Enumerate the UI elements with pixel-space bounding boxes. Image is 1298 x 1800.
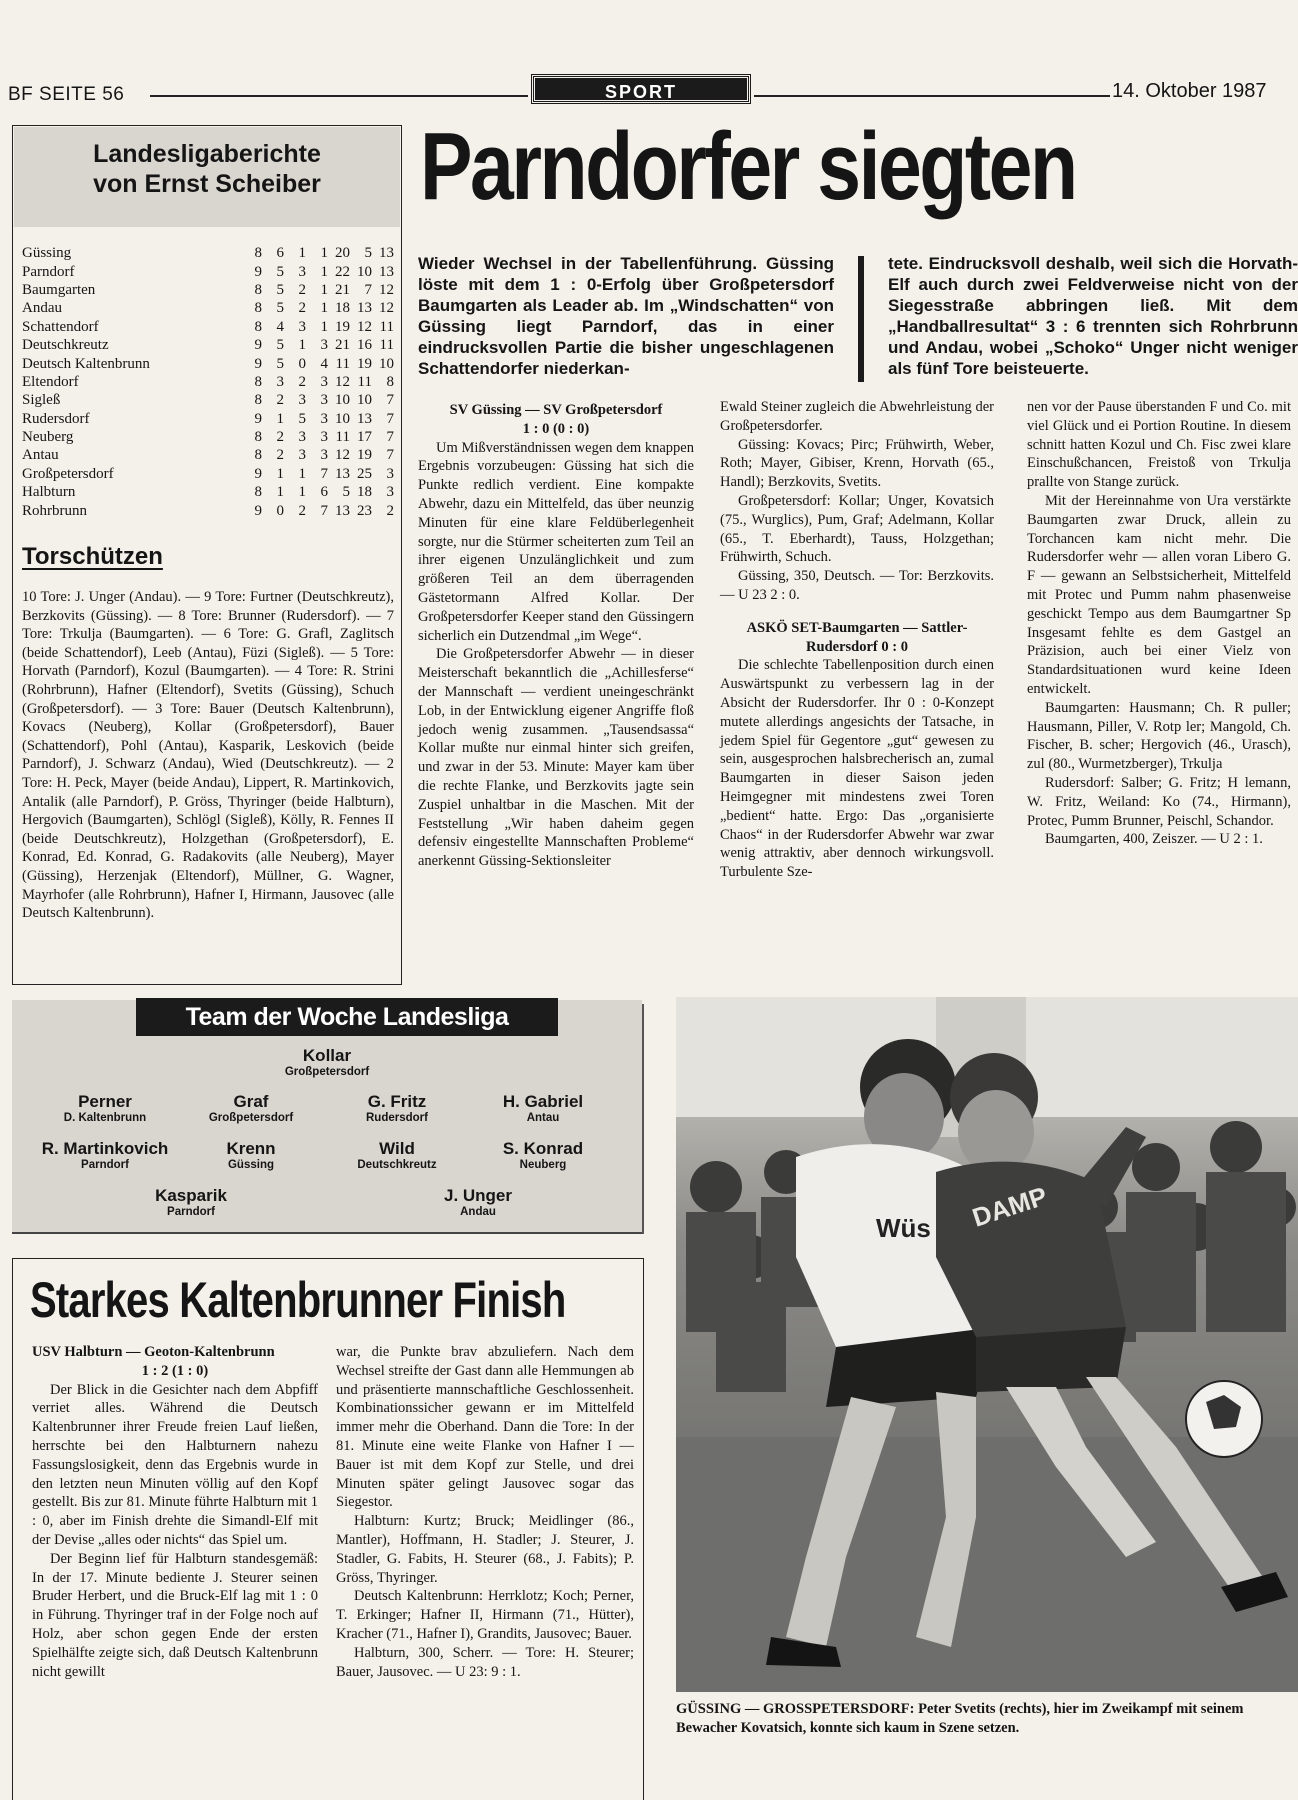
game1-paragraph-3: Ewald Steiner zugleich die Abwehrleistung der Großpetersdorfer. <box>720 399 994 434</box>
team-name: Eltendorf <box>22 373 79 390</box>
second-paragraph-3: war, die Punkte brav abzuliefern. Nach dem Wechsel streifte der Gast dann alle Hemmungen ab und präsentierte mannschaftliche Geschlossenheit. Kombinationssicher gewann er im Mittelfeld immer mehr die Oberhand. Dann die Tore: In der 81. Minute eine weite Flanke von Hafner I — Bauer ist mit dem Kopf zur Stelle, und drei Minuten später gelingt Jausovec sogar das Siegestor. <box>336 1344 634 1511</box>
team-week-player <box>383 1186 573 1219</box>
standings-value: 1 <box>320 245 328 262</box>
standings-row <box>22 262 394 280</box>
standings-value: 3 <box>298 263 306 280</box>
standings-value: 18 <box>335 300 350 317</box>
standings-row <box>22 373 394 391</box>
match-photo <box>676 997 1298 1692</box>
standings-value: 3 <box>386 484 394 501</box>
issue-date: 14. Oktober 1987 <box>1112 80 1267 102</box>
player-name: R. Martinkovich <box>41 1139 169 1158</box>
standings-value: 8 <box>254 447 262 464</box>
standings-value: 1 <box>298 337 306 354</box>
second-paragraph-1: Der Blick in die Gesichter nach dem Abpfiff verriet alles. Während die Deutsch Kaltenbrunner ihrer Freude freien Lauf ließen, herrschte bei den Halbturnern nahezu Fassungslosigkeit, denn das Ergebnis wurde in den letzten neun Minuten völlig auf den Kopf gestellt. Bis zur 81. Minute führte Halbturn mit 1 : 0, aber im Finish drehte die Simandl-Elf mit der Devise „alles oder nichts“ das Spiel um. <box>32 1381 318 1548</box>
standings-value: 2 <box>276 447 284 464</box>
standings-value: 3 <box>320 373 328 390</box>
team-name: Deutschkreutz <box>22 337 109 354</box>
standings-value: 20 <box>335 245 350 262</box>
standings-value: 8 <box>254 373 262 390</box>
standings-value: 9 <box>254 502 262 519</box>
game1-paragraph-2: Die Großpetersdorfer Abwehr — in dieser Meisterschaft bekanntlich die „Achillesferse“ der Mannschaft — verdient uneingeschränkt Lob, in der Entwicklung eigener Angriffe floß jedoch wenig zusammen. „Tausendsassa“ Kollar mußte nur einmal hinter sich greifen, und zwar in der 53. Minute: Mayer kam über die rechte Flanke, und Berzkovits jagte sein Zuspiel unhaltbar in die Maschen. Mit der Feststellung „Wir haben daheim gegen defensiv eingestellte Mannschaften Probleme“ anerkennt Güssing-Sektionsleiter <box>418 646 694 870</box>
standings-value: 3 <box>298 318 306 335</box>
standings-row <box>22 318 394 336</box>
standings-row <box>22 446 394 464</box>
standings-value: 7 <box>386 410 394 427</box>
photo-caption: GÜSSING — GROSSPETERSDORF: Peter Svetits (rechts), hier im Zweikampf mit seinem Bewacher Kovatsich, konnte sich kaum in Szene setzen. <box>676 1701 1244 1736</box>
team-name: Parndorf <box>22 263 75 280</box>
standings-value: 8 <box>254 245 262 262</box>
standings-value: 6 <box>276 245 284 262</box>
standings-value: 21 <box>335 281 350 298</box>
standings-value: 16 <box>357 337 372 354</box>
standings-value: 12 <box>357 318 372 335</box>
standings-value: 12 <box>335 447 350 464</box>
game1-score: 1 : 0 (0 : 0) <box>522 420 590 437</box>
standings-value: 19 <box>357 355 372 372</box>
standings-value: 9 <box>254 410 262 427</box>
jersey-text-right: DAMP <box>968 1180 1051 1233</box>
standings-value: 17 <box>357 429 372 446</box>
standings-value: 2 <box>276 429 284 446</box>
league-report-title <box>14 127 400 227</box>
standings-value: 3 <box>298 429 306 446</box>
standings-row <box>22 501 394 519</box>
player-name: Wild <box>379 1139 415 1158</box>
game1-lineup-home: Güssing: Kovacs; Pirc; Frühwirth, Weber, Roth; Mayer, Gibiser, Krenn, Horvath (65., Handl); Berzkovits, Svetits. <box>720 436 994 491</box>
standings-value: 7 <box>386 392 394 409</box>
lead-divider <box>858 256 864 382</box>
team-name: Baumgarten <box>22 281 96 298</box>
standings-row <box>22 410 394 428</box>
header-rule-right <box>754 95 1110 97</box>
standings-value: 1 <box>320 318 328 335</box>
player-club: Großpetersdorf <box>284 1066 370 1078</box>
team-week-player <box>448 1092 638 1125</box>
player-club: Parndorf <box>167 1206 215 1218</box>
team-name: Antau <box>22 447 59 464</box>
standings-row <box>22 354 394 372</box>
jersey-text-left: Wüs <box>876 1213 931 1243</box>
standings-value: 18 <box>357 484 372 501</box>
standings-value: 9 <box>254 263 262 280</box>
standings-value: 5 <box>276 300 284 317</box>
standings-row <box>22 428 394 446</box>
game2-paragraph-3: Mit der Hereinnahme von Ura verstärkte Baumgarten zwar Druck, allein zu Torchancen kam nicht mehr. Die Rudersdorfer wehr — allen voran Libero G. F — gewann an Selbstsicherheit, Mittelfeld mit Protec und Pumm nahm phasenweise geschickt Tempo aus dem Baumgartner Sp Insgesamt fehlte es dem Gastgel an Präzision, auch bei einer Vielz von Standardsituationen wurd keine Ideen entwickelt. <box>1027 492 1291 697</box>
standings-value: 2 <box>298 502 306 519</box>
standings-value: 7 <box>364 281 372 298</box>
standings-value: 19 <box>335 318 350 335</box>
main-headline: Parndorfer siegten <box>420 113 1076 220</box>
standings-row <box>22 391 394 409</box>
standings-value: 6 <box>320 484 328 501</box>
second-column-2 <box>336 1343 634 1681</box>
standings-value: 1 <box>320 263 328 280</box>
team-name: Halbturn <box>22 484 76 501</box>
standings-value: 8 <box>254 392 262 409</box>
game2-lineup-away: Rudersdorf: Salber; G. Fritz; H lemann, W. Fritz, Weiland: Ko (74., Hirmann), Protec, Pumm Brunner, Peischl, Schandor. <box>1027 774 1291 829</box>
second-lineup-away: Deutsch Kaltenbrunn: Herrklotz; Koch; Perner, T. Erkinger; Hafner II, Hirmann (71., Hütter), Kracher (71., Hafner I), Grandits, Jausovec; Bauer. <box>336 1588 634 1642</box>
standings-row <box>22 281 394 299</box>
second-column-1 <box>32 1343 318 1681</box>
team-name: Andau <box>22 300 62 317</box>
standings-value: 5 <box>364 245 372 262</box>
standings-value: 8 <box>254 318 262 335</box>
game1-title: SV Güssing — SV Großpetersdorf <box>449 402 663 418</box>
standings-value: 13 <box>379 263 394 280</box>
second-lineup-home: Halbturn: Kurtz; Bruck; Meidlinger (86., Mantler), Hoffmann, H. Stadler; J. Steurer, J. Stadler, G. Fabits, H. Steurer (68., J. Fabits); P. Gröss, Thyringer. <box>336 1513 634 1586</box>
standings-value: 2 <box>298 300 306 317</box>
standings-value: 3 <box>386 465 394 482</box>
header-rule-left <box>150 95 528 97</box>
standings-row <box>22 244 394 262</box>
standings-value: 3 <box>320 410 328 427</box>
standings-value: 7 <box>386 447 394 464</box>
league-report-title-line1: Landesligaberichte <box>93 140 321 168</box>
standings-value: 10 <box>335 410 350 427</box>
standings-value: 2 <box>298 373 306 390</box>
standings-value: 3 <box>320 392 328 409</box>
team-name: Neuberg <box>22 429 74 446</box>
standings-value: 1 <box>298 465 306 482</box>
standings-value: 1 <box>298 245 306 262</box>
standings-value: 3 <box>320 429 328 446</box>
team-name: Sigleß <box>22 392 61 409</box>
standings-value: 23 <box>357 502 372 519</box>
standings-value: 1 <box>320 281 328 298</box>
standings-row <box>22 336 394 354</box>
standings-value: 1 <box>276 484 284 501</box>
standings-value: 12 <box>335 373 350 390</box>
standings-value: 4 <box>320 355 328 372</box>
game1-lineup-away: Großpetersdorf: Kollar; Unger, Kovatsich (75., Wurglics), Pum, Graf; Adelmann, Kollar (65., T. Eberhardt), Tauss, Holzgethan; Frühwirth, Schuch. <box>720 492 994 566</box>
standings-table <box>22 244 394 520</box>
game1-info: Güssing, 350, Deutsch. — Tor: Berzkovits. — U 23 2 : 0. <box>720 568 994 603</box>
standings-value: 3 <box>276 373 284 390</box>
standings-value: 1 <box>276 410 284 427</box>
standings-value: 3 <box>298 392 306 409</box>
standings-value: 10 <box>357 263 372 280</box>
standings-value: 1 <box>298 484 306 501</box>
player-club: Großpetersdorf <box>208 1112 294 1124</box>
standings-value: 5 <box>276 337 284 354</box>
second-game-title: USV Halbturn — Geoton-Kaltenbrunn <box>32 1344 275 1360</box>
player-name: Kollar <box>302 1046 352 1065</box>
standings-value: 8 <box>254 429 262 446</box>
player-club: Deutschkreutz <box>357 1159 437 1171</box>
standings-value: 5 <box>342 484 350 501</box>
standings-value: 1 <box>276 465 284 482</box>
standings-value: 3 <box>320 337 328 354</box>
scorers-heading: Torschützen <box>22 543 163 570</box>
team-name: Rudersdorf <box>22 410 90 427</box>
standings-value: 5 <box>276 281 284 298</box>
standings-value: 5 <box>276 355 284 372</box>
player-name: Perner <box>78 1092 132 1111</box>
scorers-list: 10 Tore: J. Unger (Andau). — 9 Tore: Furtner (Deutschkreutz), Berzkovits (Güssing). — 8 Tore: Brunner (Rudersdorf). — 7 Tore: Trkulja (Baumgarten). — 6 Tore: G. Grafl, Zaglitsch (beide Schattendorf), Leeb (Antau), Füzi (Sigleß). — 5 Tore: Horvath (Parndorf), Kozul (Baumgarten). — 4 Tore: R. Strini (Rohrbrunn), Hafner (Eltendorf), Svetits (Güssing), Schuch (Großpetersdorf). — 3 Tore: Bauer (Deutsch Kaltenbrunn), Kovacs (Neuberg), Kollar (Großpetersdorf), Bauer (Schattendorf), Pohl (Antau), Kasparik, Leskovich (beide Parndorf), J. Schwarz (Andau), Wied (Deutschkreutz). — 2 Tore: H. Peck, Mayer (beide Andau), Lippert, R. Martinkovich, Antalik (alle Parndorf), P. Gröss, Thyringer (beide Halbturn), Hergovich (Baumgarten), Schlögl (Sigleß), Kölly, R. Fennes II (beide Deutschkreutz), Holzgethan (Großpetersdorf), E. Konrad, Ed. Konrad, G. Radakovits (alle Neuberg), Mayer (Güssing), Herzenjak (Eltendorf), Müllner, G. Wagner, Mayrhofer (alle Rohrbrunn), Hafner I, Hirmann, Jausovec (alle Deutsch Kaltenbrunn). <box>22 589 394 922</box>
standings-value: 0 <box>276 502 284 519</box>
standings-value: 11 <box>357 373 372 390</box>
team-name: Güssing <box>22 245 72 262</box>
standings-row <box>22 483 394 501</box>
standings-value: 11 <box>335 429 350 446</box>
standings-value: 13 <box>335 465 350 482</box>
player-name: S. Konrad <box>502 1139 584 1158</box>
team-week-player <box>448 1139 638 1172</box>
player-club: Antau <box>526 1112 560 1124</box>
standings-value: 11 <box>379 318 394 335</box>
standings-value: 19 <box>357 447 372 464</box>
player-name: G. Fritz <box>367 1092 427 1111</box>
standings-value: 11 <box>379 337 394 354</box>
player-club: Andau <box>460 1206 496 1218</box>
standings-value: 2 <box>276 392 284 409</box>
standings-value: 7 <box>320 502 328 519</box>
team-name: Schattendorf <box>22 318 99 335</box>
standings-value: 8 <box>254 281 262 298</box>
standings-value: 8 <box>386 373 394 390</box>
team-name: Großpetersdorf <box>22 465 114 482</box>
standings-value: 9 <box>254 355 262 372</box>
standings-value: 12 <box>379 300 394 317</box>
game2-paragraph-2: nen vor der Pause überstanden F und Co. mit viel Glück und ei Portion Routine. In diesem schnitt hatten Kozul und Ch. Fisc zwei klare Einschußchancen, Freistoß von Trkulja prallte von Stange zurück. <box>1027 399 1291 491</box>
team-name: Deutsch Kaltenbrunn <box>22 355 150 372</box>
standings-value: 13 <box>379 245 394 262</box>
standings-value: 1 <box>320 300 328 317</box>
team-week-player <box>232 1046 422 1079</box>
standings-row <box>22 465 394 483</box>
team-name: Rohrbrunn <box>22 502 87 519</box>
game1-paragraph-1: Um Mißverständnissen wegen dem knappen Ergebnis vorzubeugen: Güssing hat sich die Punkte redlich verdient. Eine kompakte Abwehr, dazu ein Mittelfeld, das über neunzig Minuten für eine klare Feldüberlegenheit sorgte, nur die Stürmer scheiterten zum Teil an ihrer eigenen Unzulänglichkeit und zum größeren Teil an dem überragenden Gästetormann Alfred Kollar. Der Großpetersdorfer Keeper stand den Güssingern sicherlich ein Dutzendmal „im Wege“. <box>418 439 694 644</box>
standings-value: 9 <box>254 465 262 482</box>
standings-value: 2 <box>386 502 394 519</box>
player-club: Parndorf <box>81 1159 129 1171</box>
player-club: Rudersdorf <box>366 1112 428 1124</box>
standings-value: 3 <box>320 447 328 464</box>
standings-value: 10 <box>335 392 350 409</box>
standings-value: 11 <box>335 355 350 372</box>
standings-value: 7 <box>320 465 328 482</box>
standings-value: 13 <box>335 502 350 519</box>
article-column-3 <box>1027 398 1291 990</box>
standings-value: 9 <box>254 337 262 354</box>
standings-value: 7 <box>386 429 394 446</box>
standings-value: 13 <box>357 410 372 427</box>
lead-text-right: tete. Eindrucksvoll deshalb, weil sich die Horvath-Elf auch durch zwei Feldverweise nicht von der Siegesstraße abbringen ließ. Mit dem „Handballresultat“ 3 : 6 trennten sich Rohrbrunn und Andau, wobei „Schoko“ Unger nicht weniger als fünf Tore beisteuerte. <box>888 254 1298 378</box>
page-number: BF SEITE 56 <box>8 84 125 105</box>
game2-title: ASKÖ SET-Baumgarten — Sattler-Rudersdorf 0 : 0 <box>746 619 968 655</box>
lead-text-left: Wieder Wechsel in der Tabellenführung. Güssing löste mit dem 1 : 0-Erfolg über Großpetersdorf Baumgarten als Leader ab. Im „Windschatten“ von Güssing liegt Parndorf, das in einer eindrucksvollen Partie die bisher ungeschlagenen Schattendorfer niederkan- <box>418 254 834 378</box>
standings-value: 10 <box>379 355 394 372</box>
second-info: Halbturn, 300, Scherr. — Tore: H. Steurer; Bauer, Jausovec. — U 23: 9 : 1. <box>336 1644 634 1680</box>
player-name: H. Gabriel <box>502 1092 584 1111</box>
player-club: D. Kaltenbrunn <box>63 1112 147 1124</box>
standings-value: 25 <box>357 465 372 482</box>
player-club: Güssing <box>227 1159 274 1171</box>
match-photo-illustration <box>676 997 1298 1692</box>
team-week-player <box>96 1186 286 1219</box>
article-column-2 <box>720 398 994 882</box>
standings-value: 2 <box>298 281 306 298</box>
team-week-title: Team der Woche Landesliga <box>136 998 558 1036</box>
game2-paragraph-1: Die schlechte Tabellenposition durch einen Auswärtspunkt zu verbessern lag in der Absicht der Rudersdorfer. Ihr 0 : 0-Konzept mutete allerdings angesichts der Tatsache, in jedem Spiel für Gegentore „gut“ gewesen zu sein, ausgesprochen halsbrecherisch an, zumal Baumgarten in dieser Saison jeden Heimgegner mit mindestens zwei Toren „bedient“ hatte. Ergo: Das „organisierte Chaos“ in der Rudersdorfer Abwehr war zwar wenig attraktiv, aber dennoch wirkungsvoll. Turbulente Sze- <box>720 657 994 881</box>
player-name: Kasparik <box>155 1186 227 1205</box>
game2-lineup-home: Baumgarten: Hausmann; Ch. R puller; Hausmann, Piller, V. Rotp ler; Mangold, Ch. Fischer, B. scher; Hergovich (46., Urasch), zul (80., Wurmetzberger), Trkulja <box>1027 699 1291 773</box>
second-paragraph-2: Der Beginn lief für Halbturn standesgemäß: In der 17. Minute bediente J. Steurer seinen Bruder Herbert, und die Bruck-Elf lag mit 1 : 0 in Führung. Thyringer traf in der Folge noch auf Holz, aber schon gegen Ende der ersten Spielhälfte zeigte sich, daß Deutsch Kaltenbrunn nicht gewillt <box>32 1550 318 1680</box>
standings-value: 8 <box>254 300 262 317</box>
standings-value: 22 <box>335 263 350 280</box>
player-name: Graf <box>233 1092 269 1111</box>
standings-value: 13 <box>357 300 372 317</box>
standings-value: 12 <box>379 281 394 298</box>
article-column-1 <box>418 401 694 871</box>
standings-value: 5 <box>276 263 284 280</box>
player-name: Krenn <box>226 1139 276 1158</box>
standings-value: 5 <box>298 410 306 427</box>
standings-value: 10 <box>357 392 372 409</box>
standings-value: 21 <box>335 337 350 354</box>
standings-value: 4 <box>276 318 284 335</box>
game2-info: Baumgarten, 400, Zeiszer. — U 2 : 1. <box>1045 831 1263 848</box>
player-name: J. Unger <box>443 1186 513 1205</box>
standings-value: 0 <box>298 355 306 372</box>
section-badge: SPORT <box>532 75 750 103</box>
second-headline: Starkes Kaltenbrunner Finish <box>30 1272 566 1328</box>
league-report-title-line2: von Ernst Scheiber <box>93 170 321 198</box>
standings-value: 3 <box>298 447 306 464</box>
standings-value: 8 <box>254 484 262 501</box>
second-game-score: 1 : 2 (1 : 0) <box>141 1362 209 1379</box>
standings-row <box>22 299 394 317</box>
player-club: Neuberg <box>519 1159 567 1171</box>
